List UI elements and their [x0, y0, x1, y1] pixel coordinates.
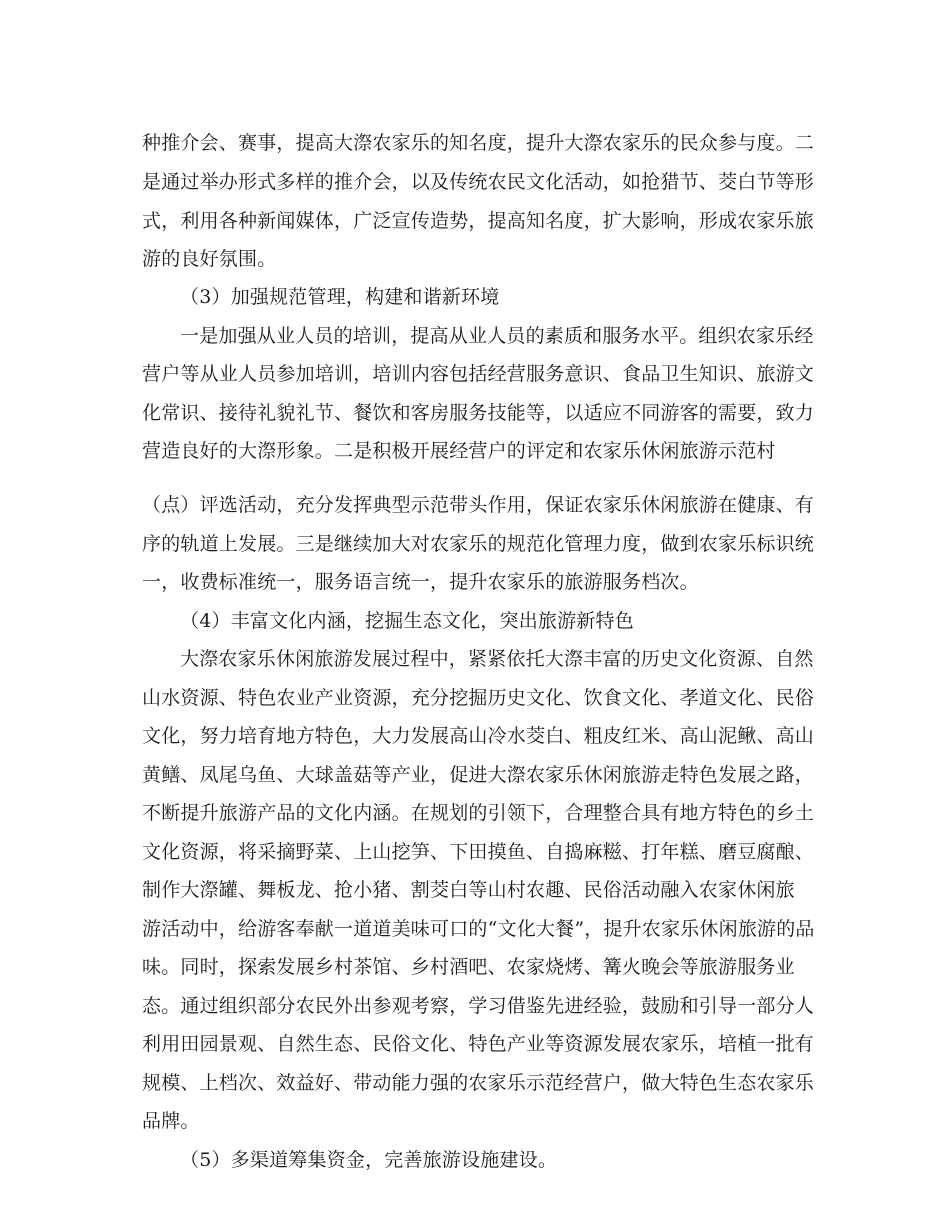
- text-line: 态。通过组织部分农民外出参观考察，学习借鉴先进经验，鼓励和引导一部分人: [142, 995, 815, 1017]
- text-line: 规模、上档次、效益好、带动能力强的农家乐示范经营户，做大特色生态农家乐: [142, 1072, 815, 1094]
- text-line: 营户等从业人员参加培训，培训内容包括经营服务意识、食品卫生知识、旅游文: [142, 363, 815, 385]
- text-line: 黄鳝、凤尾乌鱼、大球盖菇等产业，促进大漈农家乐休闲旅游走特色发展之路，: [142, 764, 815, 786]
- text-line: 制作大漈罐、舞板龙、抢小猪、割茭白等山村农趣、民俗活动融入农家休闲旅: [142, 879, 795, 901]
- text-line: 不断提升旅游产品的文化内涵。在规划的引领下，合理整合具有地方特色的乡土: [142, 802, 815, 824]
- text-line: 品牌。: [142, 1110, 200, 1132]
- section-heading-5: （5）多渠道筹集资金，完善旅游设施建设。: [180, 1149, 558, 1171]
- text-line: 种推介会、赛事，提高大漈农家乐的知名度，提升大漈农家乐的民众参与度。二: [142, 132, 815, 154]
- section-heading-3: （3）加强规范管理，构建和谐新环境: [180, 286, 500, 308]
- text-line: 利用田园景观、自然生态、民俗文化、特色产业等资源发展农家乐，培植一批有: [142, 1033, 815, 1055]
- text-line: 式，利用各种新闻媒体，广泛宣传造势，提高知名度，扩大影响，形成农家乐旅: [142, 210, 815, 232]
- text-line: 一，收费标准统一，服务语言统一，提升农家乐的旅游服务档次。: [142, 571, 699, 593]
- text-line: 营造良好的大漈形象。二是积极开展经营户的评定和农家乐休闲旅游示范村: [142, 440, 776, 462]
- text-line: 文化资源，将采摘野菜、上山挖笋、下田摸鱼、自捣麻糍、打年糕、磨豆腐酿、: [142, 841, 815, 863]
- text-line: 山水资源、特色农业产业资源，充分挖掘历史文化、饮食文化、孝道文化、民俗: [142, 687, 815, 709]
- text-line: 游的良好氛围。: [142, 248, 277, 270]
- text-line: 一是加强从业人员的培训，提高从业人员的素质和服务水平。组织农家乐经: [180, 325, 814, 347]
- text-line: （点）评选活动，充分发挥典型示范带头作用，保证农家乐休闲旅游在健康、有: [142, 494, 815, 516]
- text-line: 大漈农家乐休闲旅游发展过程中，紧紧依托大漈丰富的历史文化资源、自然: [180, 648, 814, 670]
- text-line: 化常识、接待礼貌礼节、餐饮和客房服务技能等，以适应不同游客的需要，致力: [142, 402, 815, 424]
- text-line: 味。同时，探索发展乡村茶馆、乡村酒吧、农家烧烤、篝火晚会等旅游服务业: [142, 956, 795, 978]
- text-line: 是通过举办形式多样的推介会，以及传统农民文化活动，如抢猎节、茭白节等形: [142, 171, 815, 193]
- text-line: 文化，努力培育地方特色，大力发展高山冷水茭白、粗皮红米、高山泥鳅、高山: [142, 725, 815, 747]
- text-line: 序的轨道上发展。三是继续加大对农家乐的规范化管理力度，做到农家乐标识统: [142, 533, 815, 555]
- text-line: 游活动中，给游客奉献一道道美味可口的“文化大餐”，提升农家乐休闲旅游的品: [142, 918, 815, 940]
- section-heading-4: （4）丰富文化内涵，挖掘生态文化，突出旅游新特色: [180, 610, 634, 632]
